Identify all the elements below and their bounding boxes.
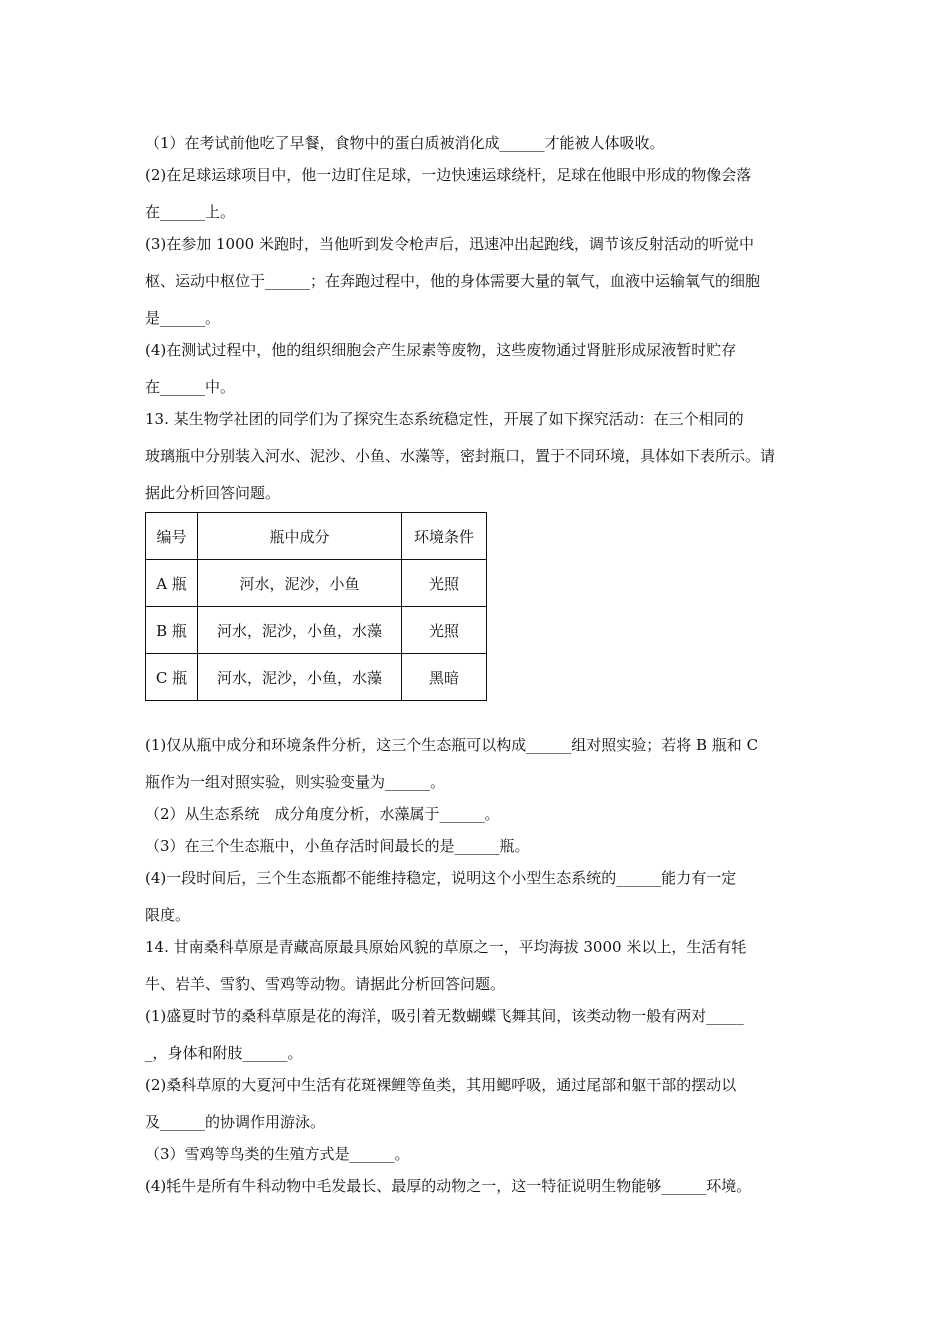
document-page-top [145, 118, 810, 503]
table-cell: 河水，泥沙，小鱼，水藻 [198, 654, 402, 701]
q13-part3: （3）在三个生态瓶中，小鱼存活时间最长的是______瓶。 [145, 837, 530, 855]
q13-part4-line2: 限度。 [145, 906, 191, 924]
table-header-cell: 环境条件 [402, 513, 487, 560]
q12-part1: （1）在考试前他吃了早餐，食物中的蛋白质被消化成______才能被人体吸收。 [145, 134, 665, 152]
table-cell: 河水，泥沙，小鱼，水藻 [198, 607, 402, 654]
table-cell: 光照 [402, 560, 487, 607]
table-header-cell: 编号 [146, 513, 198, 560]
q12-part4-line2: 在______中。 [145, 378, 236, 396]
q14-part2-line2: 及______的协调作用游泳。 [145, 1113, 326, 1131]
q14-part2-line1: (2)桑科草原的大夏河中生活有花斑裸鲤等鱼类，其用鳃呼吸，通过尾部和躯干部的摆动以 [145, 1076, 737, 1094]
table-header-cell: 瓶中成分 [198, 513, 402, 560]
q14-part4: (4)牦牛是所有牛科动物中毛发最长、最厚的动物之一，这一特征说明生物能够______环境。 [145, 1177, 752, 1195]
q13-stem-line2: 玻璃瓶中分别装入河水、泥沙、小鱼、水藻等，密封瓶口，置于不同环境，具体如下表所示。请 [145, 447, 776, 465]
q12-part3-line2: 枢、运动中枢位于______；在奔跑过程中，他的身体需要大量的氧气，血液中运输氧气的细胞 [145, 272, 761, 290]
table-row [146, 654, 487, 701]
q13-part1-line1: (1)仅从瓶中成分和环境条件分析，这三个生态瓶可以构成______组对照实验；若将 B 瓶和 C [145, 736, 759, 754]
q13-part1-line2: 瓶作为一组对照实验，则实验变量为______。 [145, 773, 446, 791]
q12-part4-line1: (4)在测试过程中，他的组织细胞会产生尿素等废物，这些废物通过肾脏形成尿液暂时贮存 [145, 341, 737, 359]
table-cell: 河水，泥沙，小鱼 [198, 560, 402, 607]
table-cell: C 瓶 [146, 654, 198, 701]
table-header-row [146, 513, 487, 560]
q12-part3-line3: 是______。 [145, 309, 221, 327]
q12-part2-line1: (2)在足球运球项目中，他一边盯住足球，一边快速运球绕杆，足球在他眼中形成的物像会落 [145, 166, 752, 184]
q14-stem-line2: 牛、岩羊、雪豹、雪鸡等动物。请据此分析回答问题。 [145, 975, 506, 993]
q14-part3: （3）雪鸡等鸟类的生殖方式是______。 [145, 1145, 410, 1163]
q12-part3-line1: (3)在参加 1000 米跑时，当他听到发令枪声后，迅速冲出起跑线，调节该反射活动的听觉中 [145, 235, 754, 253]
q13-part4-line1: (4)一段时间后，三个生态瓶都不能维持稳定，说明这个小型生态系统的______能力有一定 [145, 869, 737, 887]
table-row [146, 607, 487, 654]
table-cell: A 瓶 [146, 560, 198, 607]
q14-part1-line1: (1)盛夏时节的桑科草原是花的海洋，吸引着无数蝴蝶飞舞其间，该类动物一般有两对_____ [145, 1007, 744, 1025]
q12-part2-line2: 在______上。 [145, 203, 236, 221]
q13-stem-line1: 13. 某生物学社团的同学们为了探究生态系统稳定性，开展了如下探究活动：在三个相同的 [145, 410, 744, 428]
document-page-bottom [145, 735, 810, 1196]
table-cell: 光照 [402, 607, 487, 654]
table-cell: B 瓶 [146, 607, 198, 654]
q14-stem-line1: 14. 甘南桑科草原是青藏高原最具原始风貌的草原之一，平均海拔 3000 米以上，生活有牦 [145, 938, 747, 956]
q13-part2: （2）从生态系统 成分角度分析，水藻属于______。 [145, 805, 500, 823]
q14-part1-line2: _，身体和附肢______。 [145, 1044, 303, 1062]
table-cell: 黑暗 [402, 654, 487, 701]
experiment-table [145, 512, 487, 701]
q13-stem-line3: 据此分析回答问题。 [145, 484, 281, 502]
table-row [146, 560, 487, 607]
